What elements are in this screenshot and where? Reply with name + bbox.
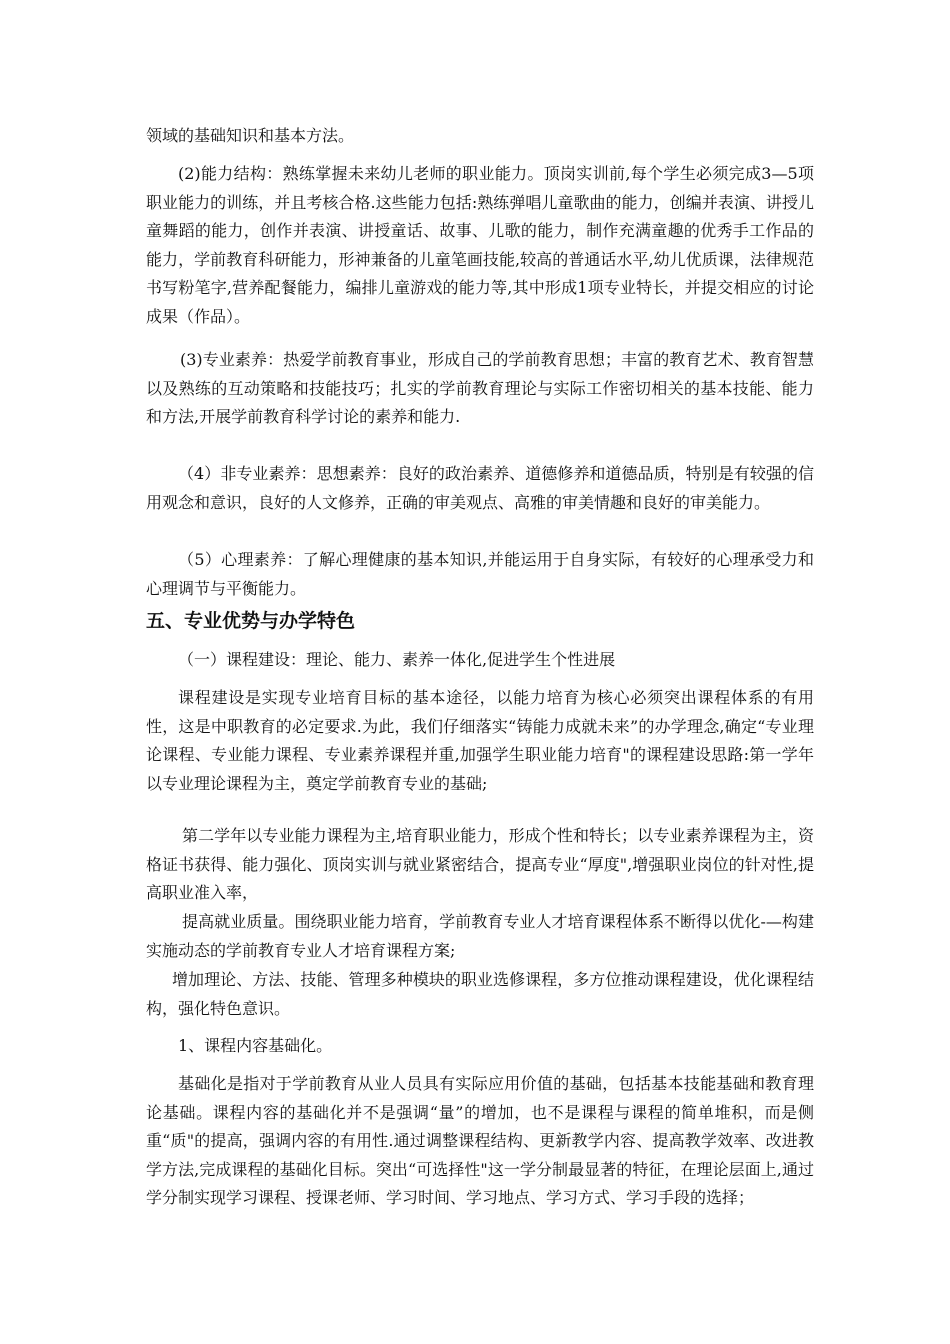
paragraph-psychological-literacy: （5）心理素养：了解心理健康的基本知识,并能运用于自身实际，有较好的心理承受力和心理调节与平衡能力。	[146, 550, 814, 598]
paragraph-ability-structure: (2)能力结构：熟练掌握未来幼儿老师的职业能力。顶岗实训前,每个学生必须完成3—5项职业能力的训练，并且考核合格.这些能力包括:熟练弹唱儿童歌曲的能力，创编并表演、讲授儿童舞蹈的能力，创作并表演、讲授童话、故事、儿歌的能力，制作充满童趣的优秀手工作品的能力，学前教育科研能力，形神兼备的儿童笔画技能,较高的普通话水平,幼儿优质课，法律规范书写粉笔字,营养配餐能力，编排儿童游戏的能力等,其中形成1项专业特长，并提交相应的讨论成果（作品）。	[146, 164, 814, 326]
subheading-content-basics: 1、课程内容基础化。	[178, 1036, 333, 1055]
paragraph-curriculum-intro: 课程建设是实现专业培育目标的基本途径，以能力培育为核心必须突出课程体系的有用性，这是中职教育的必定要求.为此，我们仔细落实“铸能力成就未来”的办学理念,确定“专业理论课程、专业能力课程、专业素养课程并重,加强学生职业能力培育"的课程建设思路:第一学年以专业理论课程为主，奠定学前教育专业的基础;	[146, 688, 814, 793]
paragraph-employment-quality: 提高就业质量。围绕职业能力培育，学前教育专业人才培育课程体系不断得以优化-—构建实施动态的学前教育专业人才培育课程方案;	[146, 912, 814, 960]
paragraph-second-year: 第二学年以专业能力课程为主,培育职业能力，形成个性和特长；以专业素养课程为主，资格证书获得、能力强化、顶岗实训与就业紧密结合，提高专业“厚度",增强职业岗位的针对性,提高职业准入率，	[146, 826, 814, 902]
paragraph-basics-definition: 基础化是指对于学前教育从业人员具有实际应用价值的基础，包括基本技能基础和教育理论基础。课程内容的基础化并不是强调“量”的增加，也不是课程与课程的简单堆积，而是侧重“质"的提高，强调内容的有用性.通过调整课程结构、更新教学内容、提高教学效率、改进教学方法,完成课程的基础化目标。突出“可选择性"这一学分制最显著的特征，在理论层面上,通过学分制实现学习课程、授课老师、学习时间、学习地点、学习方式、学习手段的选择；	[146, 1074, 814, 1207]
subheading-curriculum-construction: （一）课程建设：理论、能力、素养一体化,促进学生个性进展	[178, 650, 616, 669]
paragraph-elective-courses: 增加理论、方法、技能、管理多种模块的职业选修课程，多方位推动课程建设，优化课程结构，强化特色意识。	[146, 970, 814, 1018]
section-heading-advantages: 五、专业优势与办学特色	[146, 610, 356, 632]
paragraph-professional-literacy: (3)专业素养：热爱学前教育事业，形成自己的学前教育思想；丰富的教育艺术、教育智慧以及熟练的互动策略和技能技巧；扎实的学前教育理论与实际工作密切相关的基本技能、能力和方法,开展学前教育科学讨论的素养和能力.	[146, 350, 814, 426]
paragraph-non-professional-literacy: （4）非专业素养：思想素养：良好的政治素养、道德修养和道德品质，特别是有较强的信用观念和意识，良好的人文修养，正确的审美观点、高雅的审美情趣和良好的审美能力。	[146, 464, 814, 512]
paragraph-basic-knowledge: 领域的基础知识和基本方法。	[146, 126, 355, 145]
